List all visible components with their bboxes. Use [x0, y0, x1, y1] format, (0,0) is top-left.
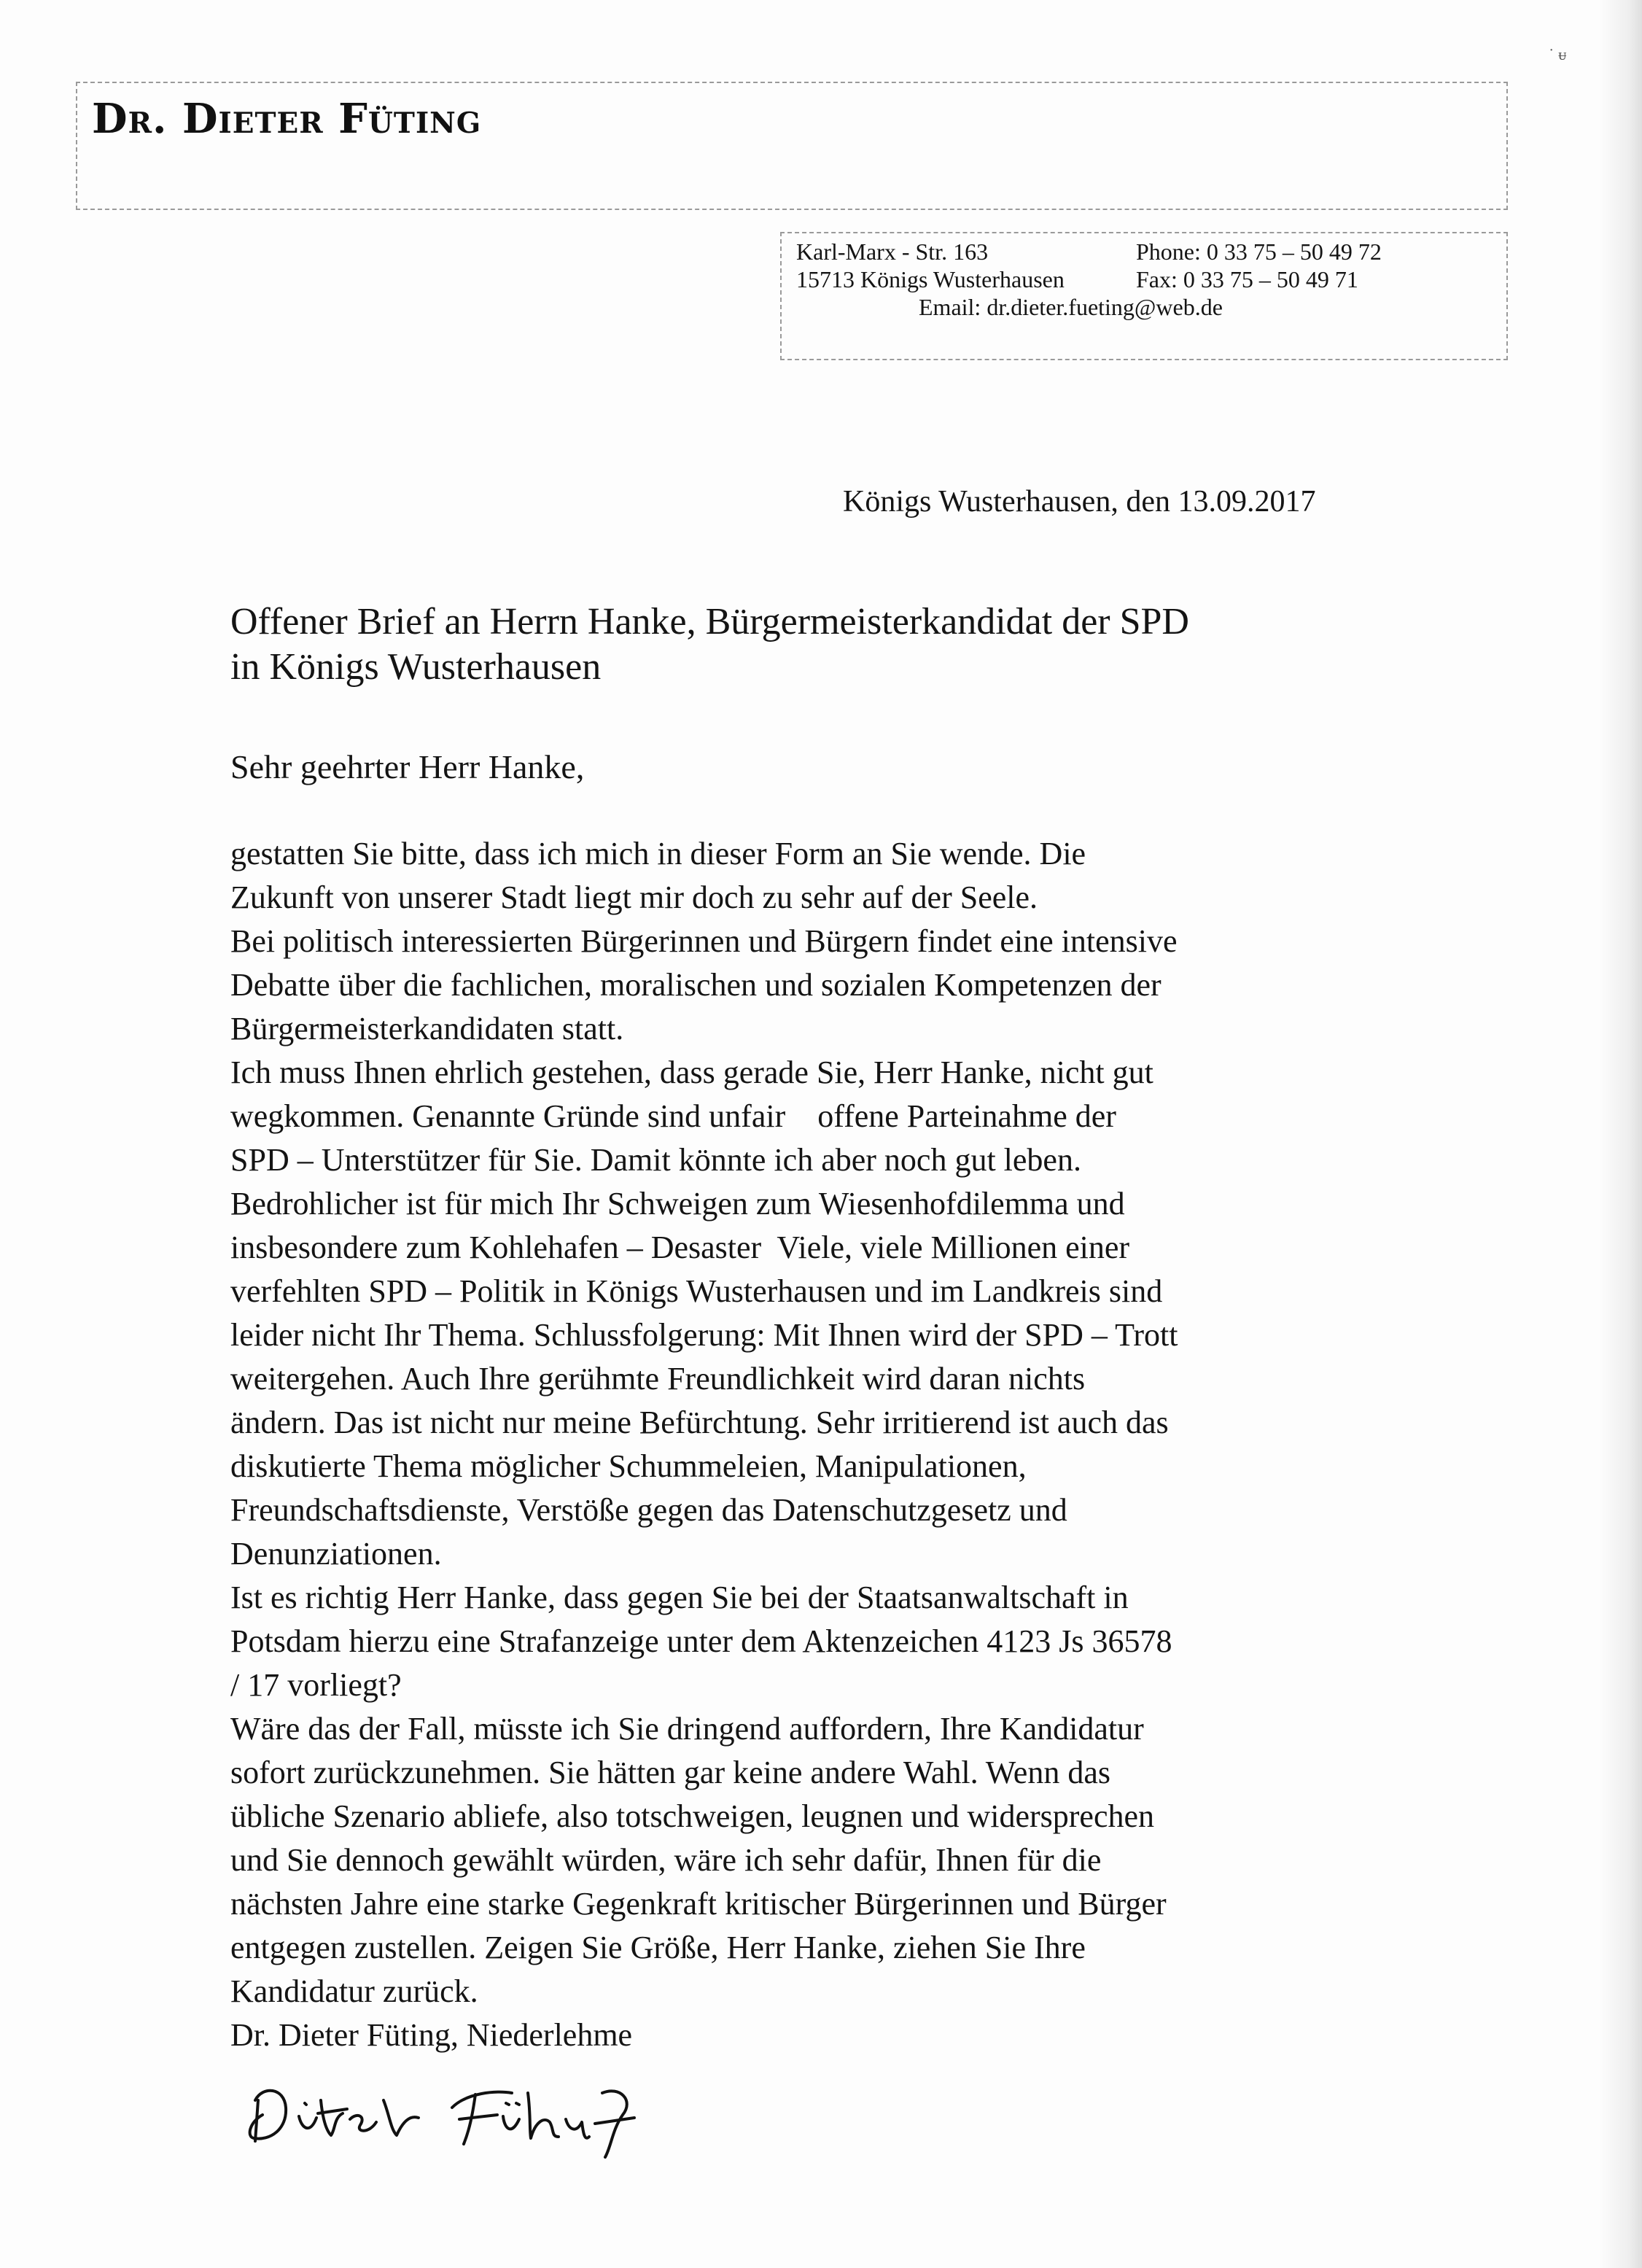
fax-number: Fax: 0 33 75 – 50 49 71: [1136, 266, 1358, 292]
body-line: und Sie dennoch gewählt würden, wäre ich sehr dafür, Ihnen für die: [230, 1842, 1102, 1878]
salutation: Sehr geehrter Herr Hanke,: [230, 748, 585, 785]
body-line: verfehlten SPD – Politik in Königs Wusterhausen und im Landkreis sind: [230, 1273, 1163, 1309]
body-line: weitergehen. Auch Ihre gerühmte Freundlichkeit wird daran nichts: [230, 1361, 1086, 1397]
handwritten-signature: [241, 2071, 693, 2159]
email-address: Email: dr.dieter.fueting@web.de: [919, 294, 1223, 320]
body-line: Wäre das der Fall, müsste ich Sie dringend auffordern, Ihre Kandidatur: [230, 1711, 1144, 1747]
contact-box: [780, 232, 1508, 360]
letter-subject: [230, 599, 1382, 690]
body-line: gestatten Sie bitte, dass ich mich in dieser Form an Sie wende. Die: [230, 836, 1086, 871]
body-line: Bedrohlicher ist für mich Ihr Schweigen zum Wiesenhofdilemma und: [230, 1186, 1125, 1222]
body-line: Debatte über die fachlichen, moralischen und sozialen Kompetenzen der: [230, 967, 1162, 1003]
phone-number: Phone: 0 33 75 – 50 49 72: [1136, 238, 1382, 265]
body-line: leider nicht Ihr Thema. Schlussfolgerung: Mit Ihnen wird der SPD – Trott: [230, 1317, 1178, 1353]
body-line: Freundschaftsdienste, Verstöße gegen das Datenschutzgesetz und: [230, 1492, 1067, 1528]
signature-name-line: Dr. Dieter Füting, Niederlehme: [230, 2017, 633, 2053]
body-line: Bürgermeisterkandidaten statt.: [230, 1011, 624, 1046]
body-line: wegkommen. Genannte Gründe sind unfair offene Parteinahme der: [230, 1098, 1116, 1134]
scan-mark: ˙ ᵾ: [1549, 45, 1567, 63]
body-line: Zukunft von unserer Stadt liegt mir doch zu sehr auf der Seele.: [230, 879, 1038, 915]
letterhead-box: [76, 82, 1508, 210]
page-edge-shadow: [1598, 0, 1642, 2268]
subject-line-2: in Königs Wusterhausen: [230, 646, 602, 688]
body-line: Potsdam hierzu eine Strafanzeige unter dem Aktenzeichen 4123 Js 36578: [230, 1623, 1172, 1659]
date-line: Königs Wusterhausen, den 13.09.2017: [843, 485, 1316, 519]
body-line: SPD – Unterstützer für Sie. Damit könnte ich aber noch gut leben.: [230, 1142, 1081, 1178]
body-line: Bei politisch interessierten Bürgerinnen und Bürgern findet eine intensive: [230, 923, 1178, 959]
letter-body: [230, 832, 1433, 2057]
body-line: Denunziationen.: [230, 1536, 442, 1572]
body-line: nächsten Jahre eine starke Gegenkraft kritischer Bürgerinnen und Bürger: [230, 1886, 1167, 1922]
address-block: [796, 238, 1065, 293]
body-line: / 17 vorliegt?: [230, 1667, 402, 1703]
body-line: diskutierte Thema möglicher Schummeleien, Manipulationen,: [230, 1448, 1027, 1484]
body-line: Kandidatur zurück.: [230, 1973, 478, 2009]
body-line: Ich muss Ihnen ehrlich gestehen, dass gerade Sie, Herr Hanke, nicht gut: [230, 1055, 1153, 1090]
body-line: Ist es richtig Herr Hanke, dass gegen Sie bei der Staatsanwaltschaft in: [230, 1580, 1129, 1615]
body-line: entgegen zustellen. Zeigen Sie Größe, Herr Hanke, ziehen Sie Ihre: [230, 1930, 1086, 1965]
body-line: insbesondere zum Kohlehafen – Desaster Viele, viele Millionen einer: [230, 1230, 1130, 1265]
body-line: ändern. Das ist nicht nur meine Befürchtung. Sehr irritierend ist auch das: [230, 1405, 1169, 1440]
letterhead-name: Dr. Dieter Füting: [92, 95, 482, 143]
body-line: sofort zurückzunehmen. Sie hätten gar keine andere Wahl. Wenn das: [230, 1755, 1110, 1790]
subject-line-1: Offener Brief an Herrn Hanke, Bürgermeisterkandidat der SPD: [230, 601, 1189, 642]
phone-block: [1136, 238, 1382, 293]
address-street: Karl-Marx - Str. 163: [796, 238, 989, 265]
body-line: übliche Szenario abliefe, also totschweigen, leugnen und widersprechen: [230, 1798, 1154, 1834]
address-city: 15713 Königs Wusterhausen: [796, 266, 1065, 292]
